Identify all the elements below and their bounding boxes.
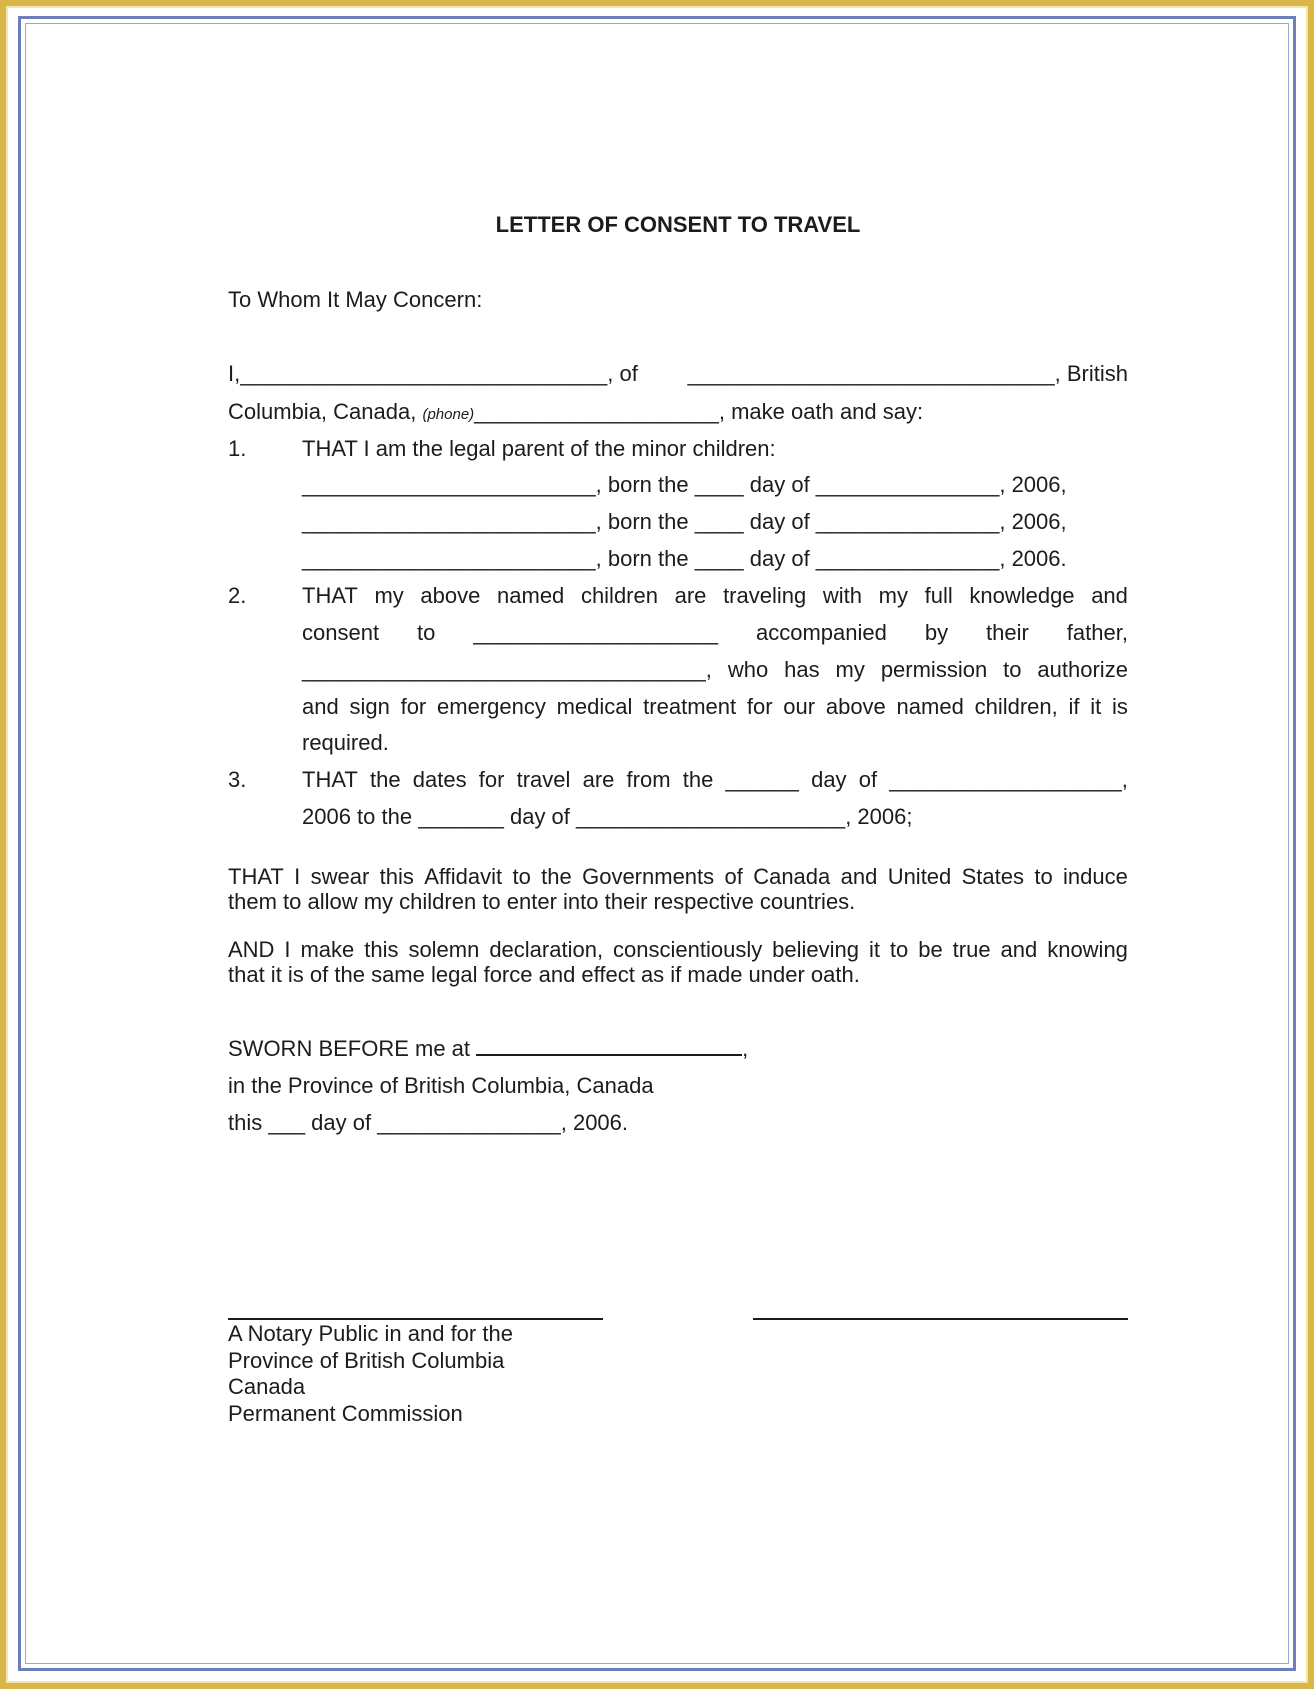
word: and [840,864,878,889]
word: to [1034,864,1053,889]
deponent-signature-line [753,1318,1128,1320]
word: be [918,937,943,962]
sworn-line-2: in the Province of British Columbia, Canada [228,1073,654,1098]
word: swear [310,864,370,889]
word: and [1000,937,1038,962]
word: has [784,657,820,682]
sworn-line-1 [228,1036,748,1062]
word: are [582,767,615,792]
sworn-before: SWORN BEFORE me at [228,1036,471,1061]
word: my [878,583,908,608]
word: named [497,583,565,608]
word: THAT [228,864,284,889]
item-3-line-1 [302,767,1128,793]
intro-line-1 [228,361,1128,387]
word: our [783,694,816,719]
word: travel [516,767,571,792]
word: full [924,583,953,608]
word: this [379,864,414,889]
page-inner-border [25,23,1289,1664]
word: to [417,620,436,645]
word: States [961,864,1024,889]
word: conscientiously [613,937,763,962]
word: of [724,864,743,889]
word: AND [228,937,275,962]
salutation: To Whom It May Concern: [228,287,483,312]
word: treatment [643,694,737,719]
word: for [400,694,427,719]
word: this [364,937,399,962]
word: children, [974,694,1058,719]
word: above [825,694,886,719]
word: medical [556,694,633,719]
word: to [889,937,909,962]
notary-line-3: Canada [228,1374,306,1399]
swear-line-2: them to allow my children to enter into their respective countries. [228,889,856,914]
item-2-line-1 [302,583,1128,609]
declare-line-1 [228,937,1128,963]
word: day [811,767,847,792]
word: is [1111,694,1128,719]
word: by [924,620,949,645]
word: the [682,767,714,792]
word: who [727,657,769,682]
word: my [374,583,404,608]
item-3-number: 3. [228,767,247,792]
word: believing [772,937,859,962]
word: named [896,694,964,719]
word: the [369,767,401,792]
word: and [302,694,339,719]
word: I [284,937,291,962]
word: THAT [302,767,358,792]
intro-address-british: ______________________________, British [687,361,1128,386]
word: Governments [582,864,715,889]
word: authorize [1037,657,1128,682]
word: ______ [725,767,799,792]
word: emergency [437,694,546,719]
word: for [746,694,773,719]
word: Canada [753,864,831,889]
word: children [580,583,658,608]
word: my [835,657,865,682]
word: knowing [1047,937,1128,962]
word: declaration, [489,937,604,962]
child-line-3: ________________________, born the ____ day of _______________, 2006. [302,546,1067,571]
word: THAT [302,583,358,608]
notary-signature-line [228,1318,603,1320]
word: it [1090,694,1102,719]
notary-line-1: A Notary Public in and for the [228,1321,513,1346]
document-title: LETTER OF CONSENT TO TRAVEL [495,212,861,237]
notary-line-4: Permanent Commission [228,1400,463,1426]
word: to [512,864,531,889]
item-2-line-5: required. [302,730,389,755]
phone-label: (phone) [422,406,475,423]
word: father, [1066,620,1128,645]
word: for [478,767,505,792]
word: above [420,583,481,608]
intro-oath: ____________________, make oath and say: [474,399,924,424]
word: dates [412,767,467,792]
item-2-line-3 [302,657,1128,683]
item-3-line-2: 2006 to the _______ day of ______________________, 2006; [302,804,913,829]
declare-line-2: that it is of the same legal force and effect as if made under oath. [228,962,860,987]
item-1-number: 1. [228,436,247,461]
sworn-line-3: this ___ day of _______________, 2006. [228,1110,629,1135]
word: true [952,937,991,962]
word: of [858,767,878,792]
word: sign [349,694,390,719]
word: with [822,583,862,608]
word: ____________________ [473,620,719,645]
word: I [294,864,301,889]
word: from [626,767,671,792]
item-2-line-4 [302,694,1128,720]
intro-name-of: I,______________________________, of [228,361,638,386]
notary-line-2: Province of British Columbia [228,1347,505,1373]
child-line-2: ________________________, born the ____ day of _______________, 2006, [302,509,1067,534]
word: if [1068,694,1080,719]
word: permission [880,657,988,682]
word: United [887,864,952,889]
intro-columbia: Columbia, Canada, [228,399,417,424]
word: traveling [723,583,807,608]
sworn-comma: , [742,1036,749,1061]
word: ___________________, [889,767,1128,792]
word: accompanied [756,620,887,645]
item-2-number: 2. [228,583,247,608]
word: it [868,937,880,962]
child-line-1: ________________________, born the ____ day of _______________, 2006, [302,472,1067,497]
word: are [674,583,707,608]
notary-block [228,1321,513,1427]
item-1-text: THAT I am the legal parent of the minor children: [302,436,776,461]
word: their [986,620,1029,645]
word: consent [302,620,380,645]
word: _________________________________, [302,657,712,682]
document-page [18,16,1296,1671]
item-2-line-2 [302,620,1128,646]
swear-line-1 [228,864,1128,890]
word: the [541,864,572,889]
word: make [300,937,355,962]
word: knowledge [969,583,1075,608]
word: induce [1063,864,1128,889]
intro-line-2 [228,399,923,425]
sworn-location-blank [476,1036,742,1056]
word: to [1003,657,1022,682]
word: and [1091,583,1128,608]
word: solemn [408,937,480,962]
word: Affidavit [424,864,503,889]
